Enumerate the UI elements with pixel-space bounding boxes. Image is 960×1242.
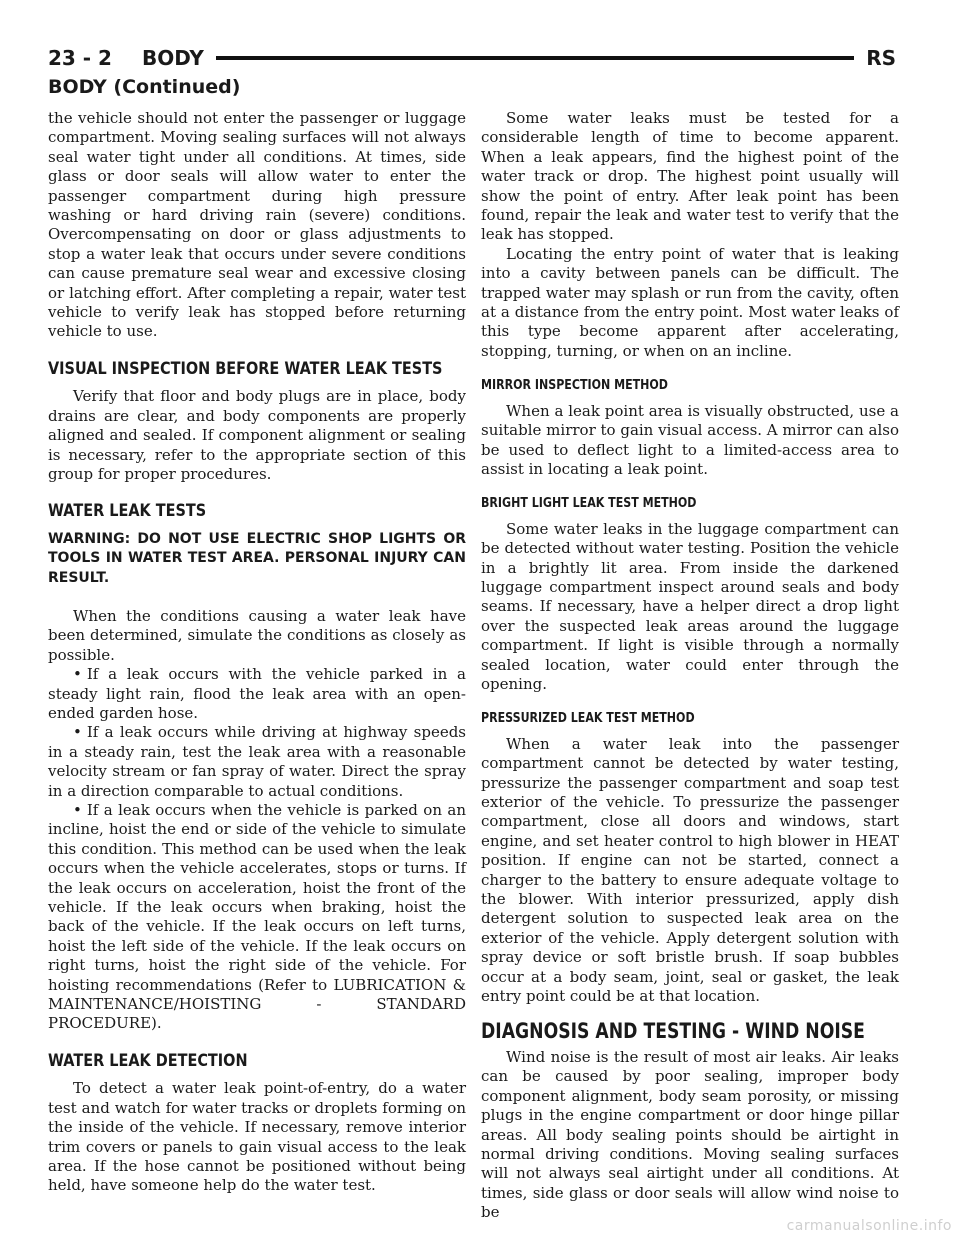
bullet-text: If a leak occurs while driving at highway speeds in a steady rain, test the leak area with a reasonable velocity stream or fan spray of water. Direct the spray in a direction comparable to actual conditions. — [48, 723, 466, 800]
mirror-method-heading: MIRROR INSPECTION METHOD — [481, 378, 668, 394]
left-column — [48, 109, 466, 1196]
intro-paragraph: the vehicle should not enter the passenger or luggage compartment. Moving sealing surfaces will not always seal water tight under all conditions. At times, side glass or door seals will allow water to enter the passenger compartment during high pressure washing or hard driving rain (severe) conditions. Overcompensating on door or glass adjustments to stop a water leak that occurs under severe conditions can cause premature seal wear and excessive closing or latching effort. After completing a repair, water test vehicle to verify leak has stopped before returning vehicle to use. — [48, 109, 466, 341]
water-leak-detection-heading: WATER LEAK DETECTION — [48, 1050, 248, 1071]
section-name: BODY — [141, 46, 204, 70]
right-column — [481, 109, 899, 1223]
continued-title: BODY (Continued) — [48, 76, 241, 98]
model-code: RS — [866, 46, 896, 70]
leak-test-duration-paragraph: Some water leaks must be tested for a considerable length of time to become apparent. When a leak appears, find the highest point of the water track or drop. The highest point usually will show the point of entry. After leak point has been found, repair the leak and water test to verify that the leak has stopped. — [481, 109, 899, 244]
watermark: carmanualsonline.info — [786, 1218, 952, 1234]
warning-note: WARNING: DO NOT USE ELECTRIC SHOP LIGHTS OR TOOLS IN WATER TEST AREA. PERSONAL INJURY CAN RESULT. — [48, 530, 466, 586]
visual-inspection-paragraph: Verify that floor and body plugs are in place, body drains are clear, and body components are properly aligned and sealed. If component alignment or sealing is necessary, refer to the appropriate section of this group for proper procedures. — [48, 387, 466, 483]
bright-light-method-heading: BRIGHT LIGHT LEAK TEST METHOD — [481, 496, 697, 512]
bullet-icon: • — [73, 723, 82, 742]
header-rule — [216, 56, 854, 60]
wind-noise-heading: DIAGNOSIS AND TESTING - WIND NOISE — [481, 1019, 865, 1044]
visual-inspection-heading: VISUAL INSPECTION BEFORE WATER LEAK TESTS — [48, 358, 443, 379]
water-leak-tests-paragraph: When the conditions causing a water leak have been determined, simulate the conditions as closely as possible. — [48, 606, 466, 664]
mirror-method-paragraph: When a leak point area is visually obstructed, use a suitable mirror to gain visual access. A mirror can also be used to deflect light to a limited-access area to assist in locating a leak point. — [481, 401, 899, 478]
bullet-text: If a leak occurs when the vehicle is parked on an incline, hoist the end or side of the vehicle to simulate this condition. This method can be used when the leak occurs when the vehicle accelerates, stops or turns. If the leak occurs on acceleration, hoist the front of the vehicle. If the leak occurs when braking, hoist the back of the vehicle. If the leak occurs on left turns, hoist the left side of the vehicle. If the leak occurs on right turns, hoist the right side of the vehicle. For hoisting recommendations (Refer to LUBRICATION & MAINTENANCE/HOISTING - STANDARD PROCEDURE). — [48, 801, 466, 1033]
water-leak-tests-heading: WATER LEAK TESTS — [48, 501, 207, 522]
bullet-text: If a leak occurs with the vehicle parked in a steady light rain, flood the leak area with an open-ended garden hose. — [48, 665, 466, 722]
bullet-item — [48, 801, 466, 1034]
bullet-item — [48, 723, 466, 801]
page-number: 23 - 2 — [48, 46, 112, 70]
bullet-item — [48, 665, 466, 723]
pressurized-method-paragraph: When a water leak into the passenger compartment cannot be detected by water testing, pressurize the passenger compartment and soap test exterior of the vehicle. To pressurize the passenger compartment, close all doors and windows, start engine, and set heater control to high blower in HEAT position. If engine can not be started, connect a charger to the battery to ensure adequate voltage to the blower. With interior pressurized, apply dish detergent solution to suspected leak area on the exterior of the vehicle. Apply detergent solution with spray device or soft bristle brush. If soap bubbles occur at a body seam, joint, seal or gasket, the leak entry point could be at that location. — [481, 734, 899, 1006]
wind-noise-paragraph: Wind noise is the result of most air leaks. Air leaks can be caused by poor sealing, improper body component alignment, body seam porosity, or missing plugs in the engine compartment or door hinge pillar areas. All body sealing points should be airtight in normal driving conditions. Moving sealing surfaces will not always seal airtight under all conditions. At times, side glass or door seals will allow wind noise to be — [481, 1047, 899, 1222]
page-header — [48, 44, 896, 72]
water-leak-detection-paragraph: To detect a water leak point-of-entry, do a water test and watch for water tracks or droplets forming on the inside of the vehicle. If necessary, remove interior trim covers or panels to gain visual access to the leak area. If the hose cannot be positioned without being held, have someone help do the water test. — [48, 1079, 466, 1195]
bright-light-method-paragraph: Some water leaks in the luggage compartment can be detected without water testing. Position the vehicle in a brightly lit area. From inside the darkened luggage compartment inspect around seals and body seams. If necessary, have a helper direct a drop light over the suspected leak areas around the luggage compartment. If light is visible through a normally sealed location, water could enter through the opening. — [481, 519, 899, 693]
bullet-icon: • — [73, 665, 82, 684]
cavity-leak-paragraph: Locating the entry point of water that is leaking into a cavity between panels can be difficult. The trapped water may splash or run from the cavity, often at a distance from the entry point. Most water leaks of this type become apparent after accelerating, stopping, turning, or when on an incline. — [481, 244, 899, 360]
pressurized-method-heading: PRESSURIZED LEAK TEST METHOD — [481, 711, 695, 727]
bullet-icon: • — [73, 801, 82, 819]
